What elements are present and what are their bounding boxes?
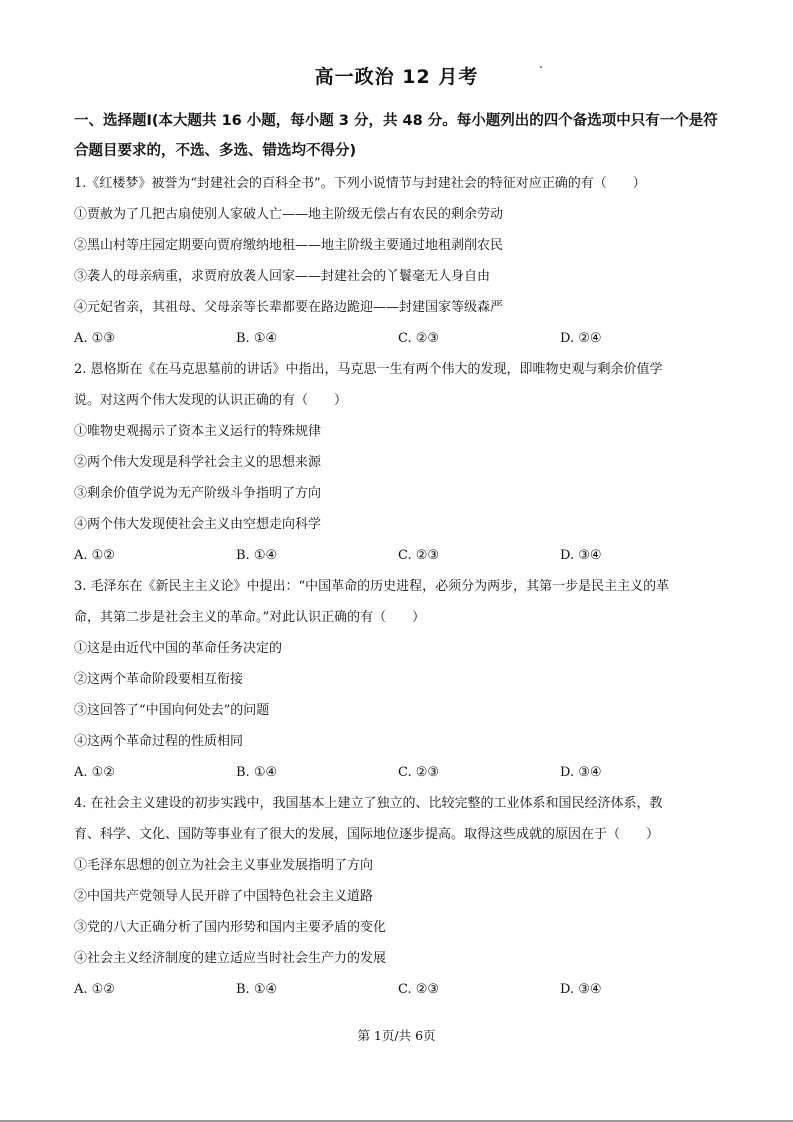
option-d: D. ③④	[560, 982, 602, 997]
option-a: A. ①②	[74, 982, 115, 997]
statement: ③这回答了“中国向何处去”的问题	[74, 703, 270, 718]
answer-options	[74, 323, 724, 354]
answer-options	[74, 974, 724, 1005]
question-4	[74, 788, 724, 1005]
statement: ②两个伟大发现是科学社会主义的思想来源	[74, 455, 322, 470]
statement: ④社会主义经济制度的建立适应当时社会生产力的发展	[74, 951, 387, 966]
answer-options	[74, 540, 724, 571]
option-c: C. ②③	[398, 982, 440, 997]
question-1	[74, 168, 724, 354]
option-a: A. ①②	[74, 548, 115, 563]
question-2	[74, 354, 724, 571]
statement: ②中国共产党领导人民开辟了中国特色社会主义道路	[74, 889, 374, 904]
question-stem-cont: 说。对这两个伟大发现的认识正确的有（ ）	[74, 393, 348, 408]
section-header: 一、选择题Ⅰ(本大题共 16 小题，每小题 3 分，共 48 分。每小题列出的四个备选项中只有一个是符合题目要求的，不选、多选、错选均不得分)	[74, 113, 718, 159]
statement: ③袭人的母亲病重，求贾府放袭人回家——封建社会的丫鬟毫无人身自由	[74, 269, 491, 284]
statement: ④这两个革命过程的性质相同	[74, 734, 244, 749]
option-c: C. ②③	[398, 765, 440, 780]
statement: ③剩余价值学说为无产阶级斗争指明了方向	[74, 486, 322, 501]
page-title: 高一政治 12 月考	[314, 66, 479, 88]
statement: ①毛泽东思想的创立为社会主义事业发展指明了方向	[74, 858, 374, 873]
option-d: D. ②④	[560, 331, 602, 346]
question-stem: 1.《红楼梦》被誉为“封建社会的百科全书”。下列小说情节与封建社会的特征对应正确的有（ ）	[74, 176, 646, 191]
option-b: B. ①④	[236, 548, 278, 563]
question-stem-cont: 命，其第二步是社会主义的革命。”对此认识正确的有（ ）	[74, 610, 426, 625]
statement: ④元妃省亲，其祖母、父母亲等长辈都要在路边跪迎——封建国家等级森严	[74, 300, 504, 315]
statement: ④两个伟大发现使社会主义由空想走向科学	[74, 517, 322, 532]
statement: ②这两个革命阶段要相互衔接	[74, 672, 244, 687]
answer-options	[74, 757, 724, 788]
option-a: A. ①③	[74, 331, 115, 346]
question-stem: 2. 恩格斯在《在马克思墓前的讲话》中指出，马克思一生有两个伟大的发现，即唯物史观与剩余价值学	[74, 362, 663, 377]
option-c: C. ②③	[398, 548, 440, 563]
statement: ②黑山村等庄园定期要向贾府缴纳地租——地主阶级主要通过地租剥削农民	[74, 238, 504, 253]
option-c: C. ②③	[398, 331, 440, 346]
statement: ①这是由近代中国的革命任务决定的	[74, 641, 283, 656]
option-a: A. ①②	[74, 765, 115, 780]
question-stem: 4. 在社会主义建设的初步实践中，我国基本上建立了独立的、比较完整的工业体系和国民经济体系，教	[74, 796, 663, 811]
option-d: D. ③④	[560, 765, 602, 780]
question-stem-cont: 育、科学、文化、国防等事业有了很大的发展，国际地位逐步提高。取得这些成就的原因在于（ ）	[74, 827, 660, 842]
question-stem: 3. 毛泽东在《新民主主义论》中提出：“中国革命的历史进程，必须分为两步，其第一步是民主主义的革	[74, 579, 670, 594]
question-list	[74, 168, 724, 1005]
option-d: D. ③④	[560, 548, 602, 563]
statement: ③党的八大正确分析了国内形势和国内主要矛盾的变化	[74, 920, 387, 935]
option-b: B. ①④	[236, 982, 278, 997]
option-b: B. ①④	[236, 765, 278, 780]
option-b: B. ①④	[236, 331, 278, 346]
question-3	[74, 571, 724, 788]
statement: ①唯物史观揭示了资本主义运行的特殊规律	[74, 424, 322, 439]
statement: ①贾赦为了几把古扇使别人家破人亡——地主阶级无偿占有农民的剩余劳动	[74, 207, 504, 222]
page-number: 第 1页/共 6页	[357, 1028, 436, 1043]
